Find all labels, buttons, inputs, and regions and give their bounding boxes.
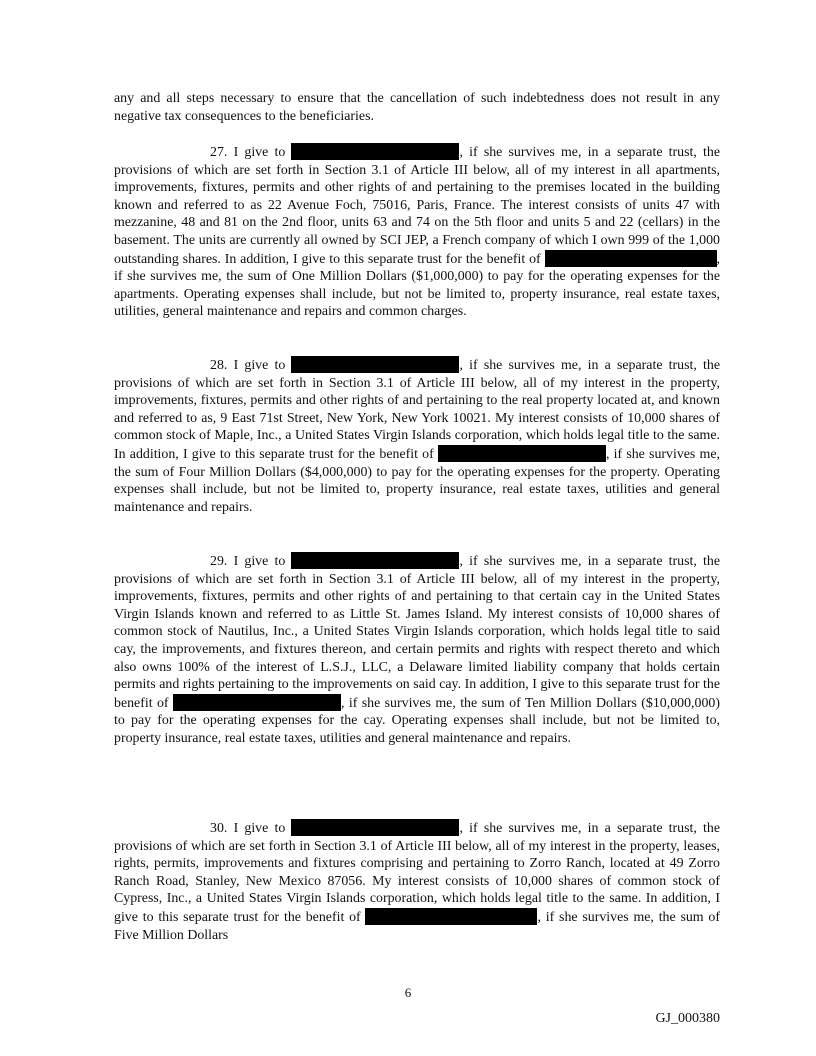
paragraph-intro-text: any and all steps necessary to ensure that the cancellation of such indebtedness does not result in any negative tax consequences to the beneficiaries. (114, 91, 720, 124)
redaction-block (291, 819, 459, 836)
paragraph-text: , if she survives me, in a separate trust, the provisions of which are set forth in Section 3.1 of Article III below, all of my interest in the property, leases, rights, permits, improvements and fixtures comprising and pertaining to Zorro Ranch, located at 49 Zorro Ranch Road, Stanley, New Mexico 87056. My interest consists of 10,000 shares of common stock of Cypress, Inc., a United States Virgin Islands corporation, which holds legal title to the same. In addition, I give to this separate trust for the benefit of (114, 821, 720, 925)
paragraph-text: , if she survives me, in a separate trust, the provisions of which are set forth in Section 3.1 of Article III below, all of my interest in all apartments, improvements, fixtures, permits and other rights of and pertaining to the premises located in the building known and referred to as 22 Avenue Foch, 75016, Paris, France. The interest consists of units 47 with mezzanine, 48 and 81 on the 2nd floor, units 63 and 74 on the 5th floor and units 5 and 22 (cellars) in the basement. The units are currently all owned by SCI JEP, a French company of which I own 999 of the 1,000 outstanding shares. In addition, I give to this separate trust for the benefit of (114, 145, 720, 267)
paragraph-30 (114, 819, 720, 944)
redaction-block (365, 908, 537, 925)
paragraph-text: , if she survives me, the sum of Ten Million Dollars ($10,000,000) to pay for the operating expenses for the cay. Operating expenses shall include, but not be limited to, property insurance, real estate taxes, utilities and general maintenance and repairs. (114, 695, 720, 746)
redaction-block (291, 356, 459, 373)
paragraph-28 (114, 356, 720, 516)
redaction-block (173, 694, 341, 711)
paragraph-number: 28. (210, 358, 228, 373)
bates-number: GJ_000380 (655, 1011, 720, 1026)
page-number: 6 (404, 985, 412, 1000)
paragraph-intro (114, 90, 720, 125)
redaction-block (291, 143, 459, 160)
paragraph-number: 30. (210, 821, 228, 836)
paragraph-27 (114, 143, 720, 321)
redaction-block (291, 552, 459, 569)
paragraph-text: , if she survives me, in a separate trust, the provisions of which are set forth in Section 3.1 of Article III below, all of my interest in the property, improvements, fixtures, permits and other rights of and pertaining to that certain cay in the United States Virgin Islands known and referred to as Little St. James Island. My interest consists of 10,000 shares of common stock of Nautilus, Inc., a United States Virgin Islands corporation, which holds legal title to said cay, the improvements, and fixtures thereon, and certain permits and rights with respect thereto and which also owns 100% of the interest of L.S.J., LLC, a Delaware limited liability company that holds certain permits and rights pertaining to the improvements on said cay. In addition, I give to this separate trust for the benefit of (114, 554, 720, 711)
paragraph-text: , if she survives me, the sum of Five Million Dollars (114, 909, 720, 943)
redaction-block (545, 250, 717, 267)
paragraph-text: I give to (227, 821, 292, 836)
paragraph-text: , if she survives me, the sum of One Million Dollars ($1,000,000) to pay for the operating expenses for the apartments. Operating expenses shall include, but not be limited to, property insurance, real estate taxes, utilities, general maintenance and repairs and common charges. (114, 251, 720, 320)
paragraph-number: 29. (210, 554, 228, 569)
paragraph-number: 27. (210, 145, 228, 160)
paragraph-text: , if she survives me, the sum of Four Million Dollars ($4,000,000) to pay for the operating expenses for the property. Operating expenses shall include, but not be limited to, property insurance, real estate taxes, utilities and general maintenance and repairs. (114, 446, 720, 515)
paragraph-text: I give to (227, 358, 292, 373)
paragraph-text: I give to (227, 145, 292, 160)
paragraph-29 (114, 552, 720, 748)
paragraph-text: I give to (227, 554, 292, 569)
redaction-block (438, 445, 606, 462)
paragraph-text: , if she survives me, in a separate trust, the provisions of which are set forth in Section 3.1 of Article III below, all of my interest in the property, improvements, fixtures, permits and other rights of and pertaining to the real property located at, and known and referred to as, 9 East 71st Street, New York, New York 10021. My interest consists of 10,000 shares of common stock of Maple, Inc., a United States Virgin Islands corporation, which holds legal title to the same. In addition, I give to this separate trust for the benefit of (114, 358, 720, 462)
